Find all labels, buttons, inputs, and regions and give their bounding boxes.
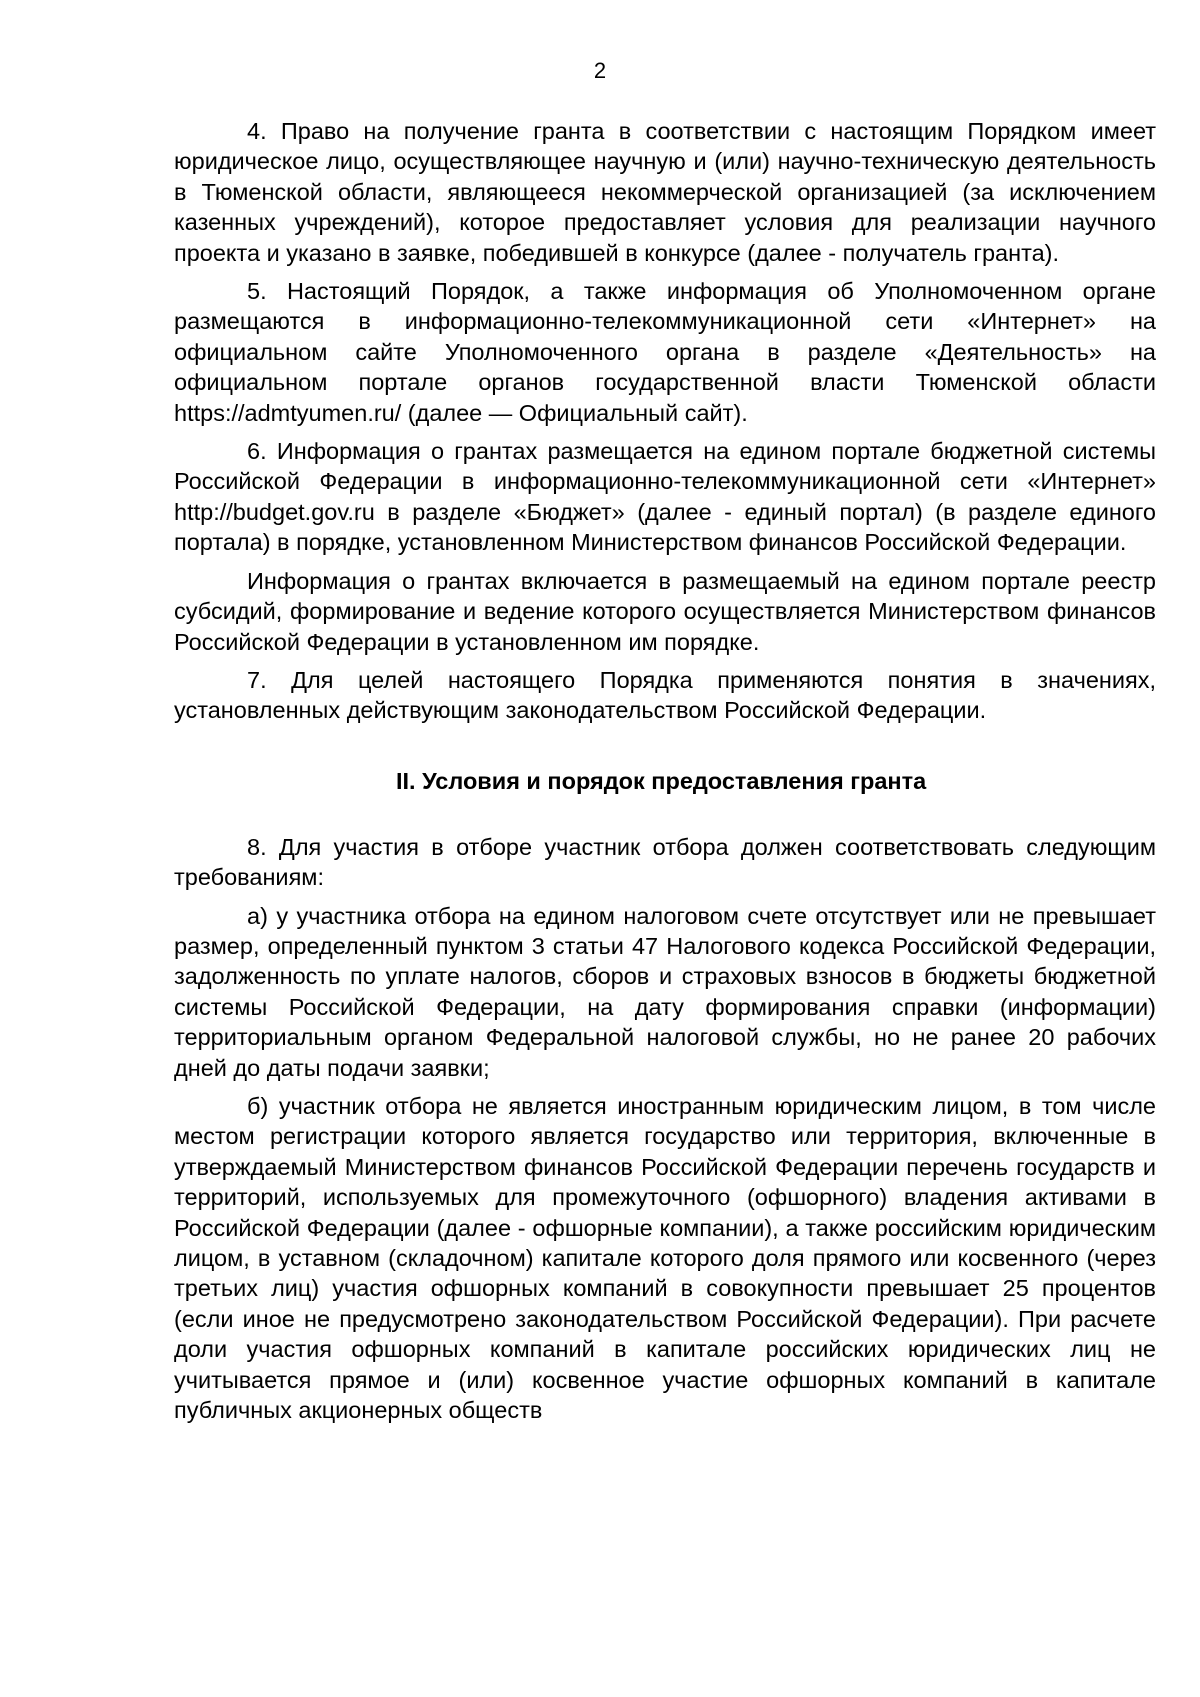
- paragraph-item-4: 4. Право на получение гранта в соответствии с настоящим Порядком имеет юридическое лицо, осуществляющее научную и (или) научно-техническую деятельность в Тюменской области, являющееся некоммерческой организацией (за исключением казенных учреждений), которое предоставляет условия для реализации научного проекта и указано в заявке, победившей в конкурсе (далее - получатель гранта).: [174, 118, 1156, 266]
- page-number: 2: [593, 58, 607, 83]
- paragraph-item-5: 5. Настоящий Порядок, а также информация об Уполномоченном органе размещаются в информационно-телекоммуникационной сети «Интернет» на официальном сайте Уполномоченного органа в разделе «Деятельность» на официальном портале органов государственной власти Тюменской области https://admtyumen.ru/ (далее — Официальный сайт).: [174, 278, 1156, 426]
- section-heading: II. Условия и порядок предоставления гранта: [396, 767, 927, 794]
- paragraph-item-7: 7. Для целей настоящего Порядка применяются понятия в значениях, установленных действующим законодательством Российской Федерации.: [174, 666, 1156, 724]
- paragraph-item-6: 6. Информация о грантах размещается на едином портале бюджетной системы Российской Федерации в информационно-телекоммуникационной сети «Интернет» http://budget.gov.ru в разделе «Бюджет» (далее - единый портал) (в разделе единого портала) в порядке, установленном Министерством финансов Российской Федерации.: [174, 438, 1156, 556]
- paragraph-item-6-continued: Информация о грантах включается в размещаемый на едином портале реестр субсидий, формирование и ведение которого осуществляется Министерством финансов Российской Федерации в установленном им порядке.: [174, 567, 1156, 655]
- paragraph-item-8: 8. Для участия в отборе участник отбора должен соответствовать следующим требованиям:: [174, 833, 1156, 891]
- paragraph-item-8b: б) участник отбора не является иностранным юридическим лицом, в том числе местом регистрации которого является государство или территория, включенные в утверждаемый Министерством финансов Российской Федерации перечень государств и территорий, используемых для промежуточного (офшорного) владения активами в Российской Федерации (далее - офшорные компании), а также российским юридическим лицом, в уставном (складочном) капитале которого доля прямого или косвенного (через третьих лиц) участия офшорных компаний в совокупности превышает 25 процентов (если иное не предусмотрено законодательством Российской Федерации). При расчете доли участия офшорных компаний в капитале российских юридических лиц не учитывается прямое и (или) косвенное участие офшорных компаний в капитале публичных акционерных обществ: [174, 1092, 1156, 1424]
- paragraph-item-8a: а) у участника отбора на едином налоговом счете отсутствует или не превышает размер, определенный пунктом 3 статьи 47 Налогового кодекса Российской Федерации, задолженность по уплате налогов, сборов и страховых взносов в бюджеты бюджетной системы Российской Федерации, на дату формирования справки (информации) территориальным органом Федеральной налоговой службы, но не ранее 20 рабочих дней до даты подачи заявки;: [174, 902, 1156, 1081]
- document-body: [174, 116, 1156, 1433]
